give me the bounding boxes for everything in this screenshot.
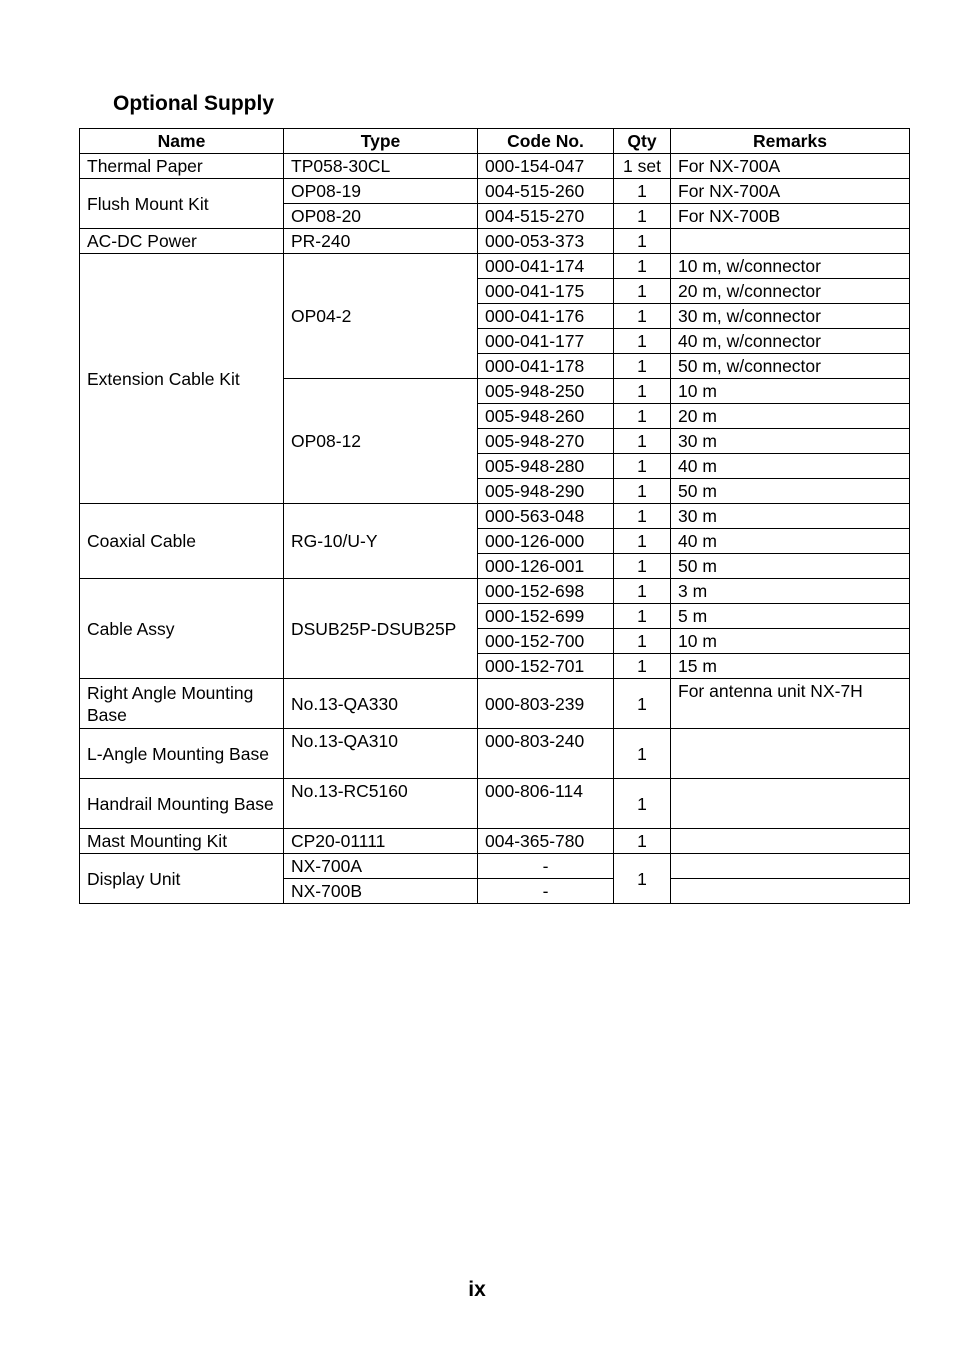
- cell-code: 000-152-698: [478, 579, 614, 604]
- cell-remarks: 20 m: [671, 404, 910, 429]
- cell-name: Flush Mount Kit: [80, 179, 284, 229]
- cell-remarks: [671, 229, 910, 254]
- table-row: [80, 229, 910, 254]
- cell-code: 000-806-114: [478, 779, 614, 829]
- cell-remarks: 20 m, w/connector: [671, 279, 910, 304]
- cell-type: NX-700B: [284, 879, 478, 904]
- cell-remarks: [671, 779, 910, 829]
- cell-remarks: 40 m: [671, 454, 910, 479]
- cell-name: AC-DC Power: [80, 229, 284, 254]
- table-row: [80, 504, 910, 529]
- cell-remarks: [671, 879, 910, 904]
- table-row: [80, 679, 910, 729]
- cell-qty: 1: [614, 529, 671, 554]
- cell-code: -: [478, 879, 614, 904]
- cell-qty: 1: [614, 679, 671, 729]
- cell-qty: 1: [614, 179, 671, 204]
- cell-name: Handrail Mounting Base: [80, 779, 284, 829]
- cell-remarks: 50 m: [671, 554, 910, 579]
- cell-name: Thermal Paper: [80, 154, 284, 179]
- cell-qty: 1: [614, 454, 671, 479]
- cell-qty: 1: [614, 229, 671, 254]
- cell-qty: 1: [614, 854, 671, 904]
- cell-qty: 1: [614, 304, 671, 329]
- cell-qty: 1: [614, 629, 671, 654]
- cell-remarks: 30 m: [671, 429, 910, 454]
- cell-code: 000-041-177: [478, 329, 614, 354]
- cell-qty: 1 set: [614, 154, 671, 179]
- cell-remarks: 30 m: [671, 504, 910, 529]
- cell-remarks: 3 m: [671, 579, 910, 604]
- table-row: [80, 729, 910, 779]
- cell-type: OP08-20: [284, 204, 478, 229]
- cell-code: 000-152-699: [478, 604, 614, 629]
- cell-type: PR-240: [284, 229, 478, 254]
- cell-remarks: 5 m: [671, 604, 910, 629]
- cell-remarks: [671, 829, 910, 854]
- cell-remarks: 10 m, w/connector: [671, 254, 910, 279]
- cell-type: OP08-19: [284, 179, 478, 204]
- cell-code: 000-126-000: [478, 529, 614, 554]
- cell-name: L-Angle Mounting Base: [80, 729, 284, 779]
- cell-remarks: [671, 729, 910, 779]
- cell-remarks: 40 m: [671, 529, 910, 554]
- cell-type: No.13-RC5160: [284, 779, 478, 829]
- cell-type: CP20-01111: [284, 829, 478, 854]
- cell-code: 000-152-701: [478, 654, 614, 679]
- cell-code: 005-948-280: [478, 454, 614, 479]
- cell-remarks: 30 m, w/connector: [671, 304, 910, 329]
- cell-name: Coaxial Cable: [80, 504, 284, 579]
- table-row: [80, 854, 910, 879]
- cell-code: -: [478, 854, 614, 879]
- cell-qty: 1: [614, 829, 671, 854]
- cell-qty: 1: [614, 279, 671, 304]
- cell-qty: 1: [614, 329, 671, 354]
- table-row: [80, 779, 910, 829]
- header-remarks: Remarks: [671, 129, 910, 154]
- cell-remarks: 40 m, w/connector: [671, 329, 910, 354]
- page-number: ix: [468, 1278, 486, 1301]
- cell-remarks: For NX-700A: [671, 154, 910, 179]
- cell-qty: 1: [614, 479, 671, 504]
- cell-remarks: 50 m, w/connector: [671, 354, 910, 379]
- cell-qty: 1: [614, 354, 671, 379]
- cell-remarks: 15 m: [671, 654, 910, 679]
- cell-qty: 1: [614, 654, 671, 679]
- table-row: [80, 154, 910, 179]
- cell-type: No.13-QA330: [284, 679, 478, 729]
- cell-qty: 1: [614, 604, 671, 629]
- cell-type: NX-700A: [284, 854, 478, 879]
- cell-code: 000-053-373: [478, 229, 614, 254]
- cell-name: Cable Assy: [80, 579, 284, 679]
- cell-code: 005-948-290: [478, 479, 614, 504]
- cell-code: 000-041-178: [478, 354, 614, 379]
- cell-qty: 1: [614, 504, 671, 529]
- cell-type: RG-10/U-Y: [284, 504, 478, 579]
- cell-code: 000-126-001: [478, 554, 614, 579]
- cell-type: TP058-30CL: [284, 154, 478, 179]
- cell-code: 000-041-175: [478, 279, 614, 304]
- cell-remarks: 10 m: [671, 629, 910, 654]
- cell-remarks: 10 m: [671, 379, 910, 404]
- cell-code: 000-803-239: [478, 679, 614, 729]
- cell-qty: 1: [614, 204, 671, 229]
- header-type: Type: [284, 129, 478, 154]
- cell-qty: 1: [614, 579, 671, 604]
- cell-code: 000-803-240: [478, 729, 614, 779]
- header-name: Name: [80, 129, 284, 154]
- cell-code: 004-515-270: [478, 204, 614, 229]
- page-title: Optional Supply: [113, 92, 274, 115]
- optional-supply-table: [79, 128, 910, 904]
- cell-name: Extension Cable Kit: [80, 254, 284, 504]
- cell-code: 004-365-780: [478, 829, 614, 854]
- cell-remarks: For antenna unit NX-7H: [671, 679, 910, 729]
- cell-qty: 1: [614, 379, 671, 404]
- cell-code: 000-154-047: [478, 154, 614, 179]
- header-qty: Qty: [614, 129, 671, 154]
- cell-remarks: [671, 854, 910, 879]
- cell-code: 000-041-174: [478, 254, 614, 279]
- cell-name: Right Angle Mounting Base: [80, 679, 284, 729]
- table-row: [80, 829, 910, 854]
- cell-qty: 1: [614, 429, 671, 454]
- cell-code: 000-041-176: [478, 304, 614, 329]
- table-row: [80, 579, 910, 604]
- cell-type: DSUB25P-DSUB25P: [284, 579, 478, 679]
- cell-type: OP04-2: [284, 254, 478, 379]
- header-row: [80, 129, 910, 154]
- cell-qty: 1: [614, 254, 671, 279]
- table-row: [80, 179, 910, 204]
- cell-code: 005-948-270: [478, 429, 614, 454]
- cell-code: 004-515-260: [478, 179, 614, 204]
- header-code: Code No.: [478, 129, 614, 154]
- cell-code: 000-563-048: [478, 504, 614, 529]
- cell-remarks: For NX-700B: [671, 204, 910, 229]
- cell-qty: 1: [614, 554, 671, 579]
- cell-code: 005-948-250: [478, 379, 614, 404]
- cell-remarks: For NX-700A: [671, 179, 910, 204]
- cell-qty: 1: [614, 779, 671, 829]
- cell-name: Mast Mounting Kit: [80, 829, 284, 854]
- cell-code: 000-152-700: [478, 629, 614, 654]
- cell-name: Display Unit: [80, 854, 284, 904]
- cell-qty: 1: [614, 729, 671, 779]
- cell-type: No.13-QA310: [284, 729, 478, 779]
- cell-code: 005-948-260: [478, 404, 614, 429]
- cell-type: OP08-12: [284, 379, 478, 504]
- table-row: [80, 254, 910, 279]
- cell-qty: 1: [614, 404, 671, 429]
- cell-remarks: 50 m: [671, 479, 910, 504]
